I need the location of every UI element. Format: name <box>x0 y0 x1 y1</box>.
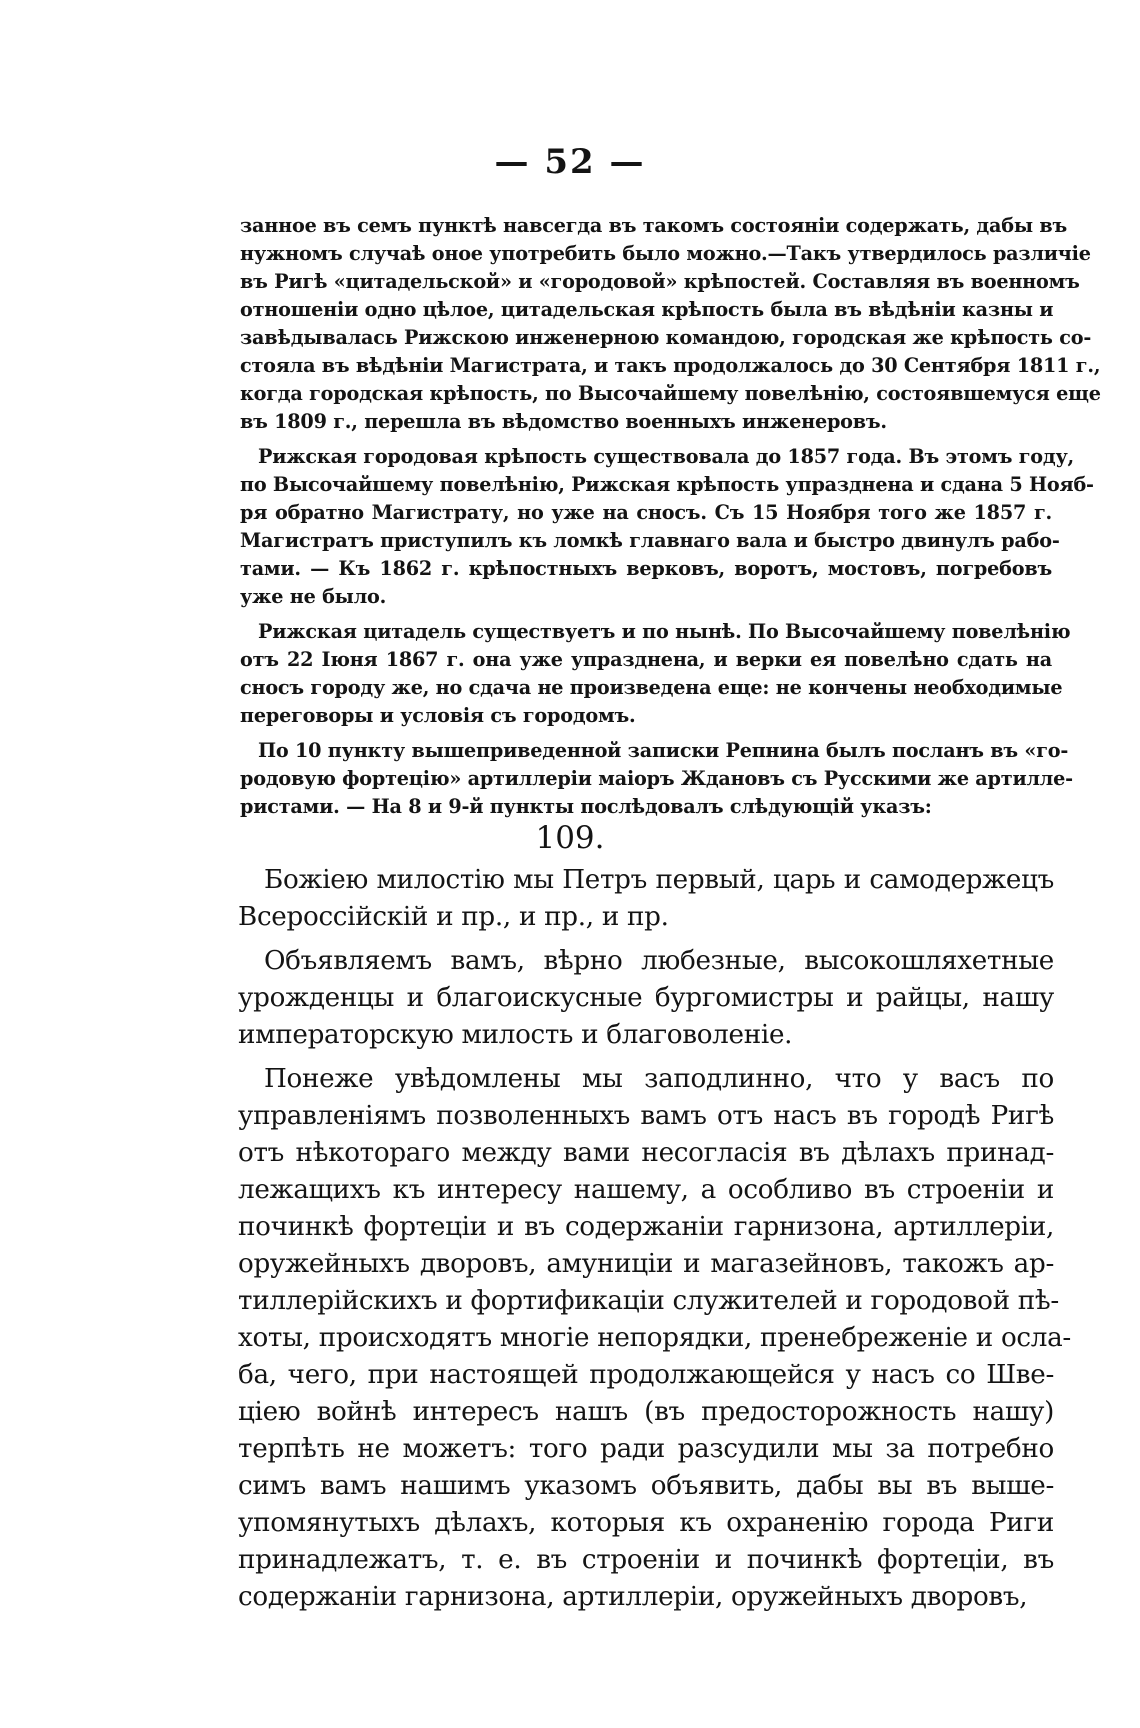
text-line: императорскую милость и благоволеніе. <box>238 1020 793 1050</box>
text-line: отъ 22 Іюня 1867 г. она уже упразднена, и верки ея повелѣно сдать на <box>240 648 1052 671</box>
commentary-paragraph <box>240 212 1101 436</box>
text-line: Понеже увѣдомлены мы заподлинно, что у васъ по <box>264 1064 1054 1094</box>
text-line: симъ вамъ нашимъ указомъ объявить, дабы вы въ выше- <box>238 1471 1054 1501</box>
text-line: нужномъ случаѣ оное употребить было можно.—Такъ утвердилось различіе <box>240 242 1091 265</box>
text-line: тами. — Къ 1862 г. крѣпостныхъ верковъ, воротъ, мостовъ, погребовъ <box>240 557 1052 580</box>
text-line: въ 1809 г., перешла въ вѣдомство военныхъ инженеровъ. <box>240 410 887 433</box>
text-line: По 10 пункту вышеприведенной записки Репнина былъ посланъ въ «го- <box>258 739 1069 762</box>
text-line: починкѣ фортеціи и въ содержаніи гарнизона, артиллеріи, <box>238 1212 1054 1242</box>
text-line: переговоры и условія съ городомъ. <box>240 704 636 727</box>
paragraph-gap <box>238 1054 1054 1061</box>
text-line: содержаніи гарнизона, артиллеріи, оружейныхъ дворовъ, <box>238 1582 1028 1612</box>
text-line: Божіею милостію мы Петръ первый, царь и самодержецъ <box>264 865 1054 895</box>
text-line: упомянутыхъ дѣлахъ, которыя къ охраненію города Риги <box>238 1508 1054 1538</box>
text-line: Рижская городовая крѣпость существовала до 1857 года. Въ этомъ году, <box>258 445 1075 468</box>
commentary-text <box>240 212 1101 821</box>
paragraph-gap <box>240 611 1052 618</box>
document-number: 109. <box>535 820 605 856</box>
commentary-paragraph <box>240 737 1073 821</box>
text-line: отъ нѣкотораго между вами несогласія въ дѣлахъ принад- <box>238 1138 1054 1168</box>
decree-paragraph <box>238 943 1054 1054</box>
text-line: тиллерійскихъ и фортификаціи служителей и городовой пѣ- <box>238 1286 1059 1316</box>
text-line: Рижская цитадель существуетъ и по нынѣ. По Высочайшему повелѣнію <box>258 620 1071 643</box>
text-line: занное въ семъ пунктѣ навсегда въ такомъ состояніи содержать, дабы въ <box>240 214 1067 237</box>
text-line: урожденцы и благоискусные бургомистры и райцы, нашу <box>238 983 1054 1013</box>
paragraph-gap <box>240 730 1052 737</box>
paragraph-gap <box>240 436 1052 443</box>
decree-paragraph <box>238 862 1054 936</box>
paragraph-gap <box>238 936 1054 943</box>
commentary-paragraph <box>240 443 1094 611</box>
text-line: ря обратно Магистрату, но уже на сносъ. Съ 15 Ноября того же 1857 г. <box>240 501 1052 524</box>
text-line: оружейныхъ дворовъ, амуниціи и магазейновъ, такожъ ар- <box>238 1249 1054 1279</box>
text-line: въ Ригѣ «цитадельской» и «городовой» крѣпостей. Составляя въ военномъ <box>240 270 1080 293</box>
text-line: стояла въ вѣдѣніи Магистрата, и такъ продолжалось до 30 Сентября 1811 г., <box>240 354 1101 377</box>
commentary-paragraph <box>240 618 1071 730</box>
text-line: принадлежатъ, т. е. въ строеніи и починкѣ фортеціи, въ <box>238 1545 1054 1575</box>
text-line: Магистратъ приступилъ къ ломкѣ главнаго вала и быстро двинулъ рабо- <box>240 529 1060 552</box>
text-line: родовую фортецію» артиллеріи маіоръ Ждановъ съ Русскими же артилле- <box>240 767 1073 790</box>
page-number: — 52 — <box>494 142 646 182</box>
text-line: хоты, происходятъ многіе непорядки, пренебреженіе и осла- <box>238 1323 1071 1353</box>
text-line: по Высочайшему повелѣнію, Рижская крѣпость упразднена и сдана 5 Нояб- <box>240 473 1094 496</box>
text-line: ціею войнѣ интересъ нашъ (въ предосторожность нашу) <box>238 1397 1054 1427</box>
text-line: уже не было. <box>240 585 387 608</box>
text-line: терпѣть не можетъ: того ради разсудили мы за потребно <box>238 1434 1054 1464</box>
text-line: лежащихъ къ интересу нашему, а особливо въ строеніи и <box>238 1175 1054 1205</box>
text-line: ба, чего, при настоящей продолжающейся у насъ со Шве- <box>238 1360 1054 1390</box>
decree-text <box>238 862 1071 1616</box>
text-line: Всероссійскій и пр., и пр., и пр. <box>238 902 669 932</box>
text-line: ристами. — На 8 и 9-й пункты послѣдовалъ слѣдующій указъ: <box>240 795 932 818</box>
text-line: управленіямъ позволенныхъ вамъ отъ насъ въ городѣ Ригѣ <box>238 1101 1054 1131</box>
text-line: сносъ городу же, но сдача не произведена еще: не кончены необходимые <box>240 676 1063 699</box>
text-line: Объявляемъ вамъ, вѣрно любезные, высокошляхетные <box>264 946 1054 976</box>
text-line: отношеніи одно цѣлое, цитадельская крѣпость была въ вѣдѣніи казны и <box>240 298 1054 321</box>
decree-paragraph <box>238 1061 1071 1616</box>
text-line: завѣдывалась Рижскою инженерною командою, городская же крѣпость со- <box>240 326 1092 349</box>
text-line: когда городская крѣпость, по Высочайшему повелѣнію, состоявшемуся еще <box>240 382 1101 405</box>
